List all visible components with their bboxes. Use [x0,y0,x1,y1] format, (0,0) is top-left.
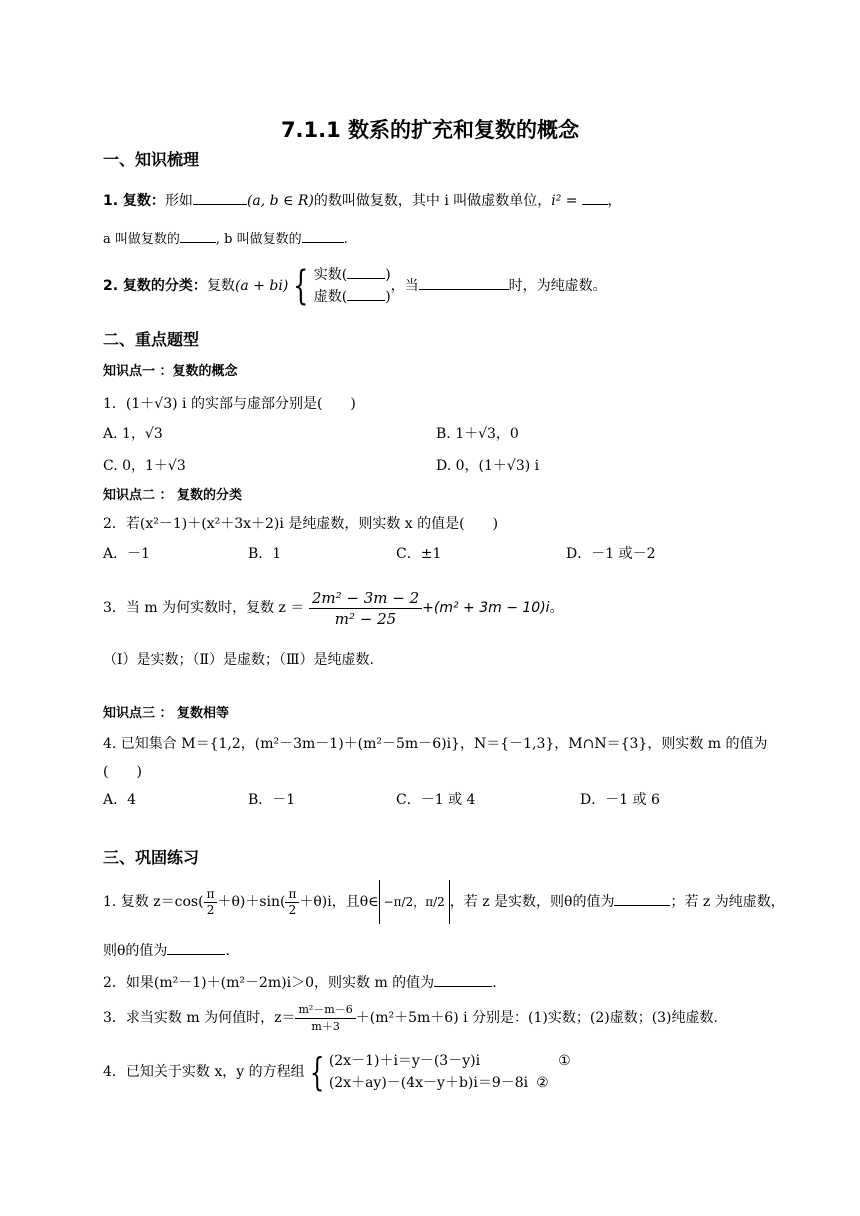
real-row [314,264,391,286]
kp1-question: 1．(1＋√3) i 的实部与虚部分别是( ) [103,396,356,412]
review-item-2-end: 时，为纯虚数。 [508,278,607,294]
kp2-question-2: 2．若(x²－1)＋(x²＋3x＋2)i 是纯虚数，则实数 x 的值是( ) [103,516,499,532]
paren: ) [385,267,391,283]
practice-2 [103,972,497,993]
kp3-option-d: D．－1 或 6 [580,792,660,808]
eq2-text: (2x＋ay)－(4x－y＋b)i＝9－8i [328,1075,529,1091]
knowledge-point-1-heading: 知识点一 ：复数的概念 [103,364,238,379]
pi-over-2 [285,887,299,918]
when-text: ，当 [390,278,419,294]
p1-prefix: 1. 复数 z＝cos( [103,894,204,910]
kp3-option-c: C．－1 或 4 [396,792,476,808]
answer-blank [302,228,344,243]
practice-3 [103,996,718,1040]
kp1-option-a: A. 1，√3 [103,426,163,442]
equation-2 [329,1072,571,1094]
kp3-option-b: B．－1 [248,792,296,808]
p3-fraction [295,1002,355,1035]
frac-den: 2 [206,902,215,917]
kp2-question-3-parts: （Ⅰ）是实数；（Ⅱ）是虚数；（Ⅲ）是纯虚数. [103,652,374,668]
period: . [343,232,348,247]
real-part-text: a 叫做复数的 [103,232,180,247]
frac-num: m²－m－6 [295,1002,355,1019]
page-title: 7.1.1 数系的扩充和复数的概念 [280,118,580,142]
review-item-1-end: ， [607,193,622,209]
answer-blank [180,228,216,243]
q3-numerator: 2m² − 3m − 2 [309,588,422,609]
kp2-option-d: D．－1 或－2 [566,546,656,562]
review-item-2-label: 2. 复数的分类： [103,278,207,294]
q3-prefix: 3．当 m 为何实数时，复数 z ＝ [103,600,305,616]
q3-fraction [309,588,422,629]
imag-part-text: , b 叫做复数的 [215,232,302,247]
left-brace: { [293,263,309,309]
review-item-1-cond: (a, b ∈ R) [246,193,314,209]
eq2-tag: ② [536,1075,549,1091]
review-item-1-line2 [103,228,348,250]
theta-interval: −π/2，π/2 [379,880,450,924]
p4-prefix: 4．已知关于实数 x，y 的方程组 [103,1064,305,1080]
knowledge-point-2-heading: 知识点二 ： 复数的分类 [103,488,243,503]
eq1-text: (2x－1)＋i＝y－(3－y)i [328,1053,481,1069]
kp1-option-c: C. 0，1＋√3 [103,458,186,474]
p2-text: 2．如果(m²－1)＋(m²－2m)i＞0，则实数 m 的值为 [103,975,435,991]
practice-1 [103,880,785,924]
q3-end: 。 [549,600,564,616]
pi-over-2 [204,887,218,918]
paren: ) [385,289,391,305]
kp3-option-a: A．4 [103,792,137,808]
review-item-2-expr: (a + bi) [234,278,289,294]
q3-denominator: m² − 25 [334,609,397,628]
kp3-question-4-line2: ( ) [103,764,142,780]
answer-blank [193,190,247,205]
answer-blank [614,891,670,906]
answer-blank [434,972,492,987]
interval-left: −π/2 [383,895,414,909]
review-item-1-label: 1. 复数： [103,193,165,209]
review-item-2-pre: 复数 [206,278,235,294]
section-heading-review: 一、知识梳理 [103,150,200,169]
practice-1-line2 [103,940,230,961]
kp2-option-c: C．±1 [396,546,442,562]
kp3-question-4-line1: 4. 已知集合 M＝{1,2，(m²－3m－1)＋(m²－5m－6)i}，N＝{－1,3}，M∩N＝{3}，则实数 m 的值为 [103,736,768,752]
answer-blank [419,275,509,290]
period: . [225,943,230,959]
answer-blank [167,940,225,955]
review-item-2 [103,262,607,310]
answer-blank [347,286,385,301]
p1-after2: ；若 z 为纯虚数， [670,894,785,910]
p3-prefix: 3．求当实数 m 为何值时，z＝ [103,1010,296,1026]
equation-system [329,1050,571,1094]
p1-after: ，若 z 是实数，则θ的值为 [449,894,615,910]
knowledge-point-3-heading: 知识点三 ： 复数相等 [103,706,230,721]
frac-num: π [204,887,218,903]
review-item-1-i2: i² = [551,193,578,209]
p3-post: ＋(m²＋5m＋6) i 分别是：(1)实数；(2)虚数；(3)纯虚数. [355,1010,718,1026]
practice-4 [103,1050,571,1094]
answer-blank [582,190,608,205]
period: . [492,975,497,991]
section-heading-key-types: 二、重点题型 [103,330,200,349]
review-item-1-pre: 形如 [164,193,193,209]
kp1-option-b: B. 1＋√3，0 [436,426,519,442]
kp2-question-3 [103,586,564,630]
classification-stack [314,264,391,308]
answer-blank [347,264,385,279]
kp1-option-d: D. 0，(1＋√3) i [436,458,540,474]
interval-right: π/2 [425,895,445,909]
p1-mid2: ＋θ)i，且θ∈ [299,894,379,910]
frac-den: 2 [288,902,297,917]
kp2-option-b: B．1 [248,546,282,562]
section-heading-practice: 三、巩固练习 [103,848,200,867]
left-brace: { [309,1050,324,1094]
real-label: 实数( [313,267,348,283]
review-item-1 [103,190,622,211]
p1-mid1: ＋θ)＋sin( [217,894,286,910]
q3-imag-part: +(m² + 3m − 10)i [422,600,550,616]
eq1-tag: ① [558,1053,571,1069]
kp2-option-a: A．－1 [103,546,151,562]
imag-row [314,286,391,308]
frac-den: m＋3 [311,1019,340,1033]
imag-label: 虚数( [313,289,348,305]
p1-line2: 则θ的值为 [103,943,168,959]
frac-num: π [285,887,299,903]
equation-1 [329,1050,571,1072]
review-item-1-mid: 的数叫做复数，其中 i 叫做虚数单位， [313,193,552,209]
